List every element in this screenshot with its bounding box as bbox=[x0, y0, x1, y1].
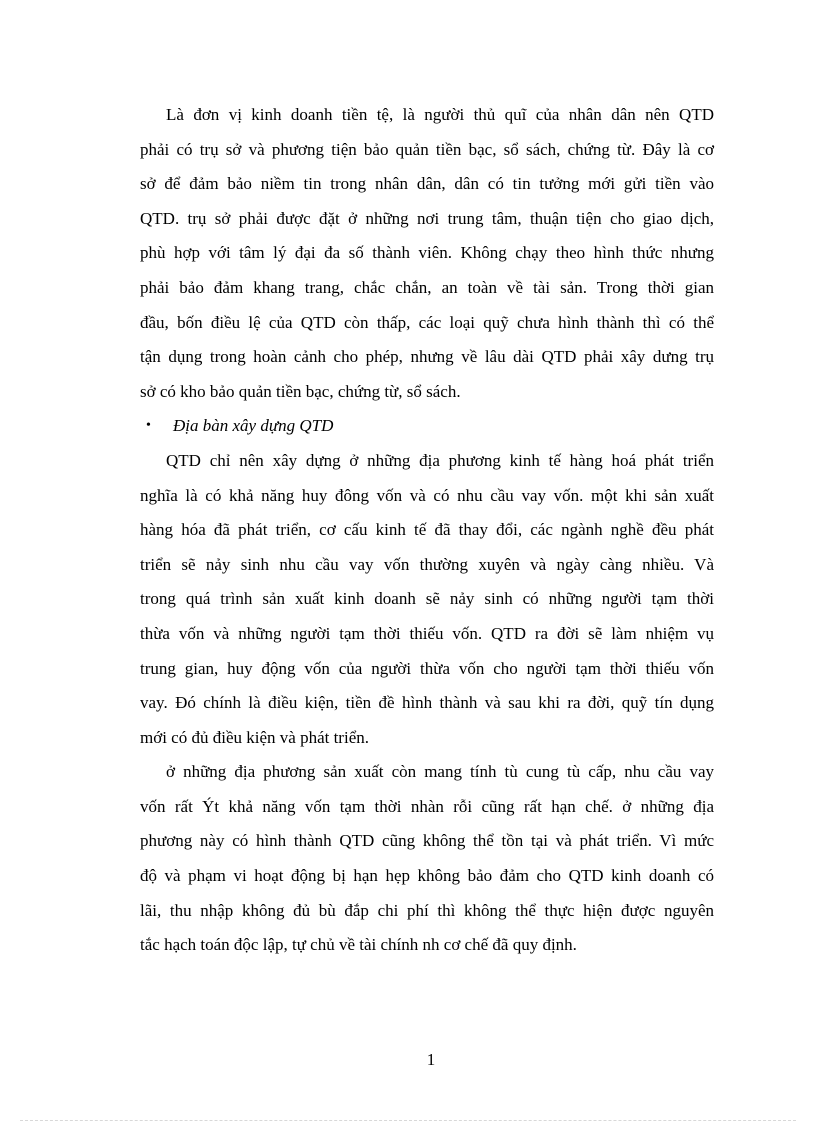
text-line: mới có đủ điều kiện và phát triển. bbox=[140, 727, 369, 747]
text-line: thừa vốn và những người tạm thời thiếu vốn. QTD ra đời sẽ làm nhiệm vụ bbox=[140, 623, 714, 643]
text-line: phương này có hình thành QTD cũng không thể tồn tại và phát triển. Vì mức bbox=[140, 831, 714, 851]
section-heading: Địa bàn xây dựng QTD bbox=[173, 416, 334, 436]
text-line: phù hợp với tâm lý đại đa số thành viên. Không chạy theo hình thức nhưng bbox=[140, 243, 714, 263]
text-line: lãi, thu nhập không đủ bù đắp chi phí thì không thể thực hiện được nguyên bbox=[140, 900, 714, 920]
text-line: trong quá trình sản xuất kinh doanh sẽ nảy sinh có những người tạm thời bbox=[140, 589, 714, 609]
bullet-item bbox=[140, 409, 714, 444]
text-line: sở để đảm bảo niềm tin trong nhân dân, dân có tin tưởng mới gửi tiền vào bbox=[140, 174, 714, 194]
text-line: hàng hóa đã phát triển, cơ cấu kinh tế đã thay đổi, các ngành nghề đều phát bbox=[140, 520, 714, 540]
text-line: vốn rất Ýt khả năng vốn tạm thời nhàn rỗi cũng rất hạn chế. ở những địa bbox=[140, 796, 714, 816]
paragraph-địa-bàn bbox=[140, 444, 714, 755]
text-line: độ và phạm vi hoạt động bị hạn hẹp không bảo đảm cho QTD kinh doanh có bbox=[140, 866, 714, 886]
text-line: nghĩa là có khả năng huy đông vốn và có nhu cầu vay vốn. một khi sản xuất bbox=[140, 485, 714, 505]
text-line: Là đơn vị kinh doanh tiền tệ, là người thủ quĩ của nhân dân nên QTD bbox=[166, 105, 714, 124]
bullet-icon: • bbox=[146, 418, 151, 434]
text-line: vay. Đó chính là điều kiện, tiền đề hình thành và sau khi ra đời, quỹ tín dụng bbox=[140, 693, 714, 713]
text-line: QTD. trụ sở phải được đặt ở những nơi trung tâm, thuận tiện cho giao dịch, bbox=[140, 208, 714, 228]
text-line: đầu, bốn điều lệ của QTD còn thấp, các loại quỹ chưa hình thành thì có thể bbox=[140, 312, 714, 332]
paragraph-trụ-sở bbox=[140, 98, 714, 409]
text-line: phải bảo đảm khang trang, chắc chắn, an toàn về tài sản. Trong thời gian bbox=[140, 277, 714, 297]
paragraph-địa-phương bbox=[140, 755, 714, 963]
text-line: sở có kho bảo quản tiền bạc, chứng từ, sổ sách. bbox=[140, 381, 461, 401]
text-line: trung gian, huy động vốn của người thừa vốn cho người tạm thời thiếu vốn bbox=[140, 658, 714, 678]
document-body bbox=[140, 98, 714, 963]
page-footer-divider bbox=[20, 1120, 796, 1121]
text-line: tắc hạch toán độc lập, tự chủ về tài chính nh cơ chế đã quy định. bbox=[140, 935, 577, 955]
text-line: tận dụng trong hoàn cảnh cho phép, nhưng về lâu dài QTD phải xây dưng trụ bbox=[140, 347, 714, 367]
text-line: triển sẽ nảy sinh nhu cầu vay vốn thường xuyên và ngày càng nhiều. Và bbox=[140, 554, 714, 574]
page-number: 1 bbox=[426, 1050, 436, 1069]
text-line: QTD chỉ nên xây dựng ở những địa phương kinh tế hàng hoá phát triển bbox=[166, 450, 714, 470]
text-line: ở những địa phương sản xuất còn mang tính tù cung tù cấp, nhu cầu vay bbox=[166, 762, 714, 782]
text-line: phải có trụ sở và phương tiện bảo quản tiền bạc, sổ sách, chứng từ. Đây là cơ bbox=[140, 139, 714, 159]
